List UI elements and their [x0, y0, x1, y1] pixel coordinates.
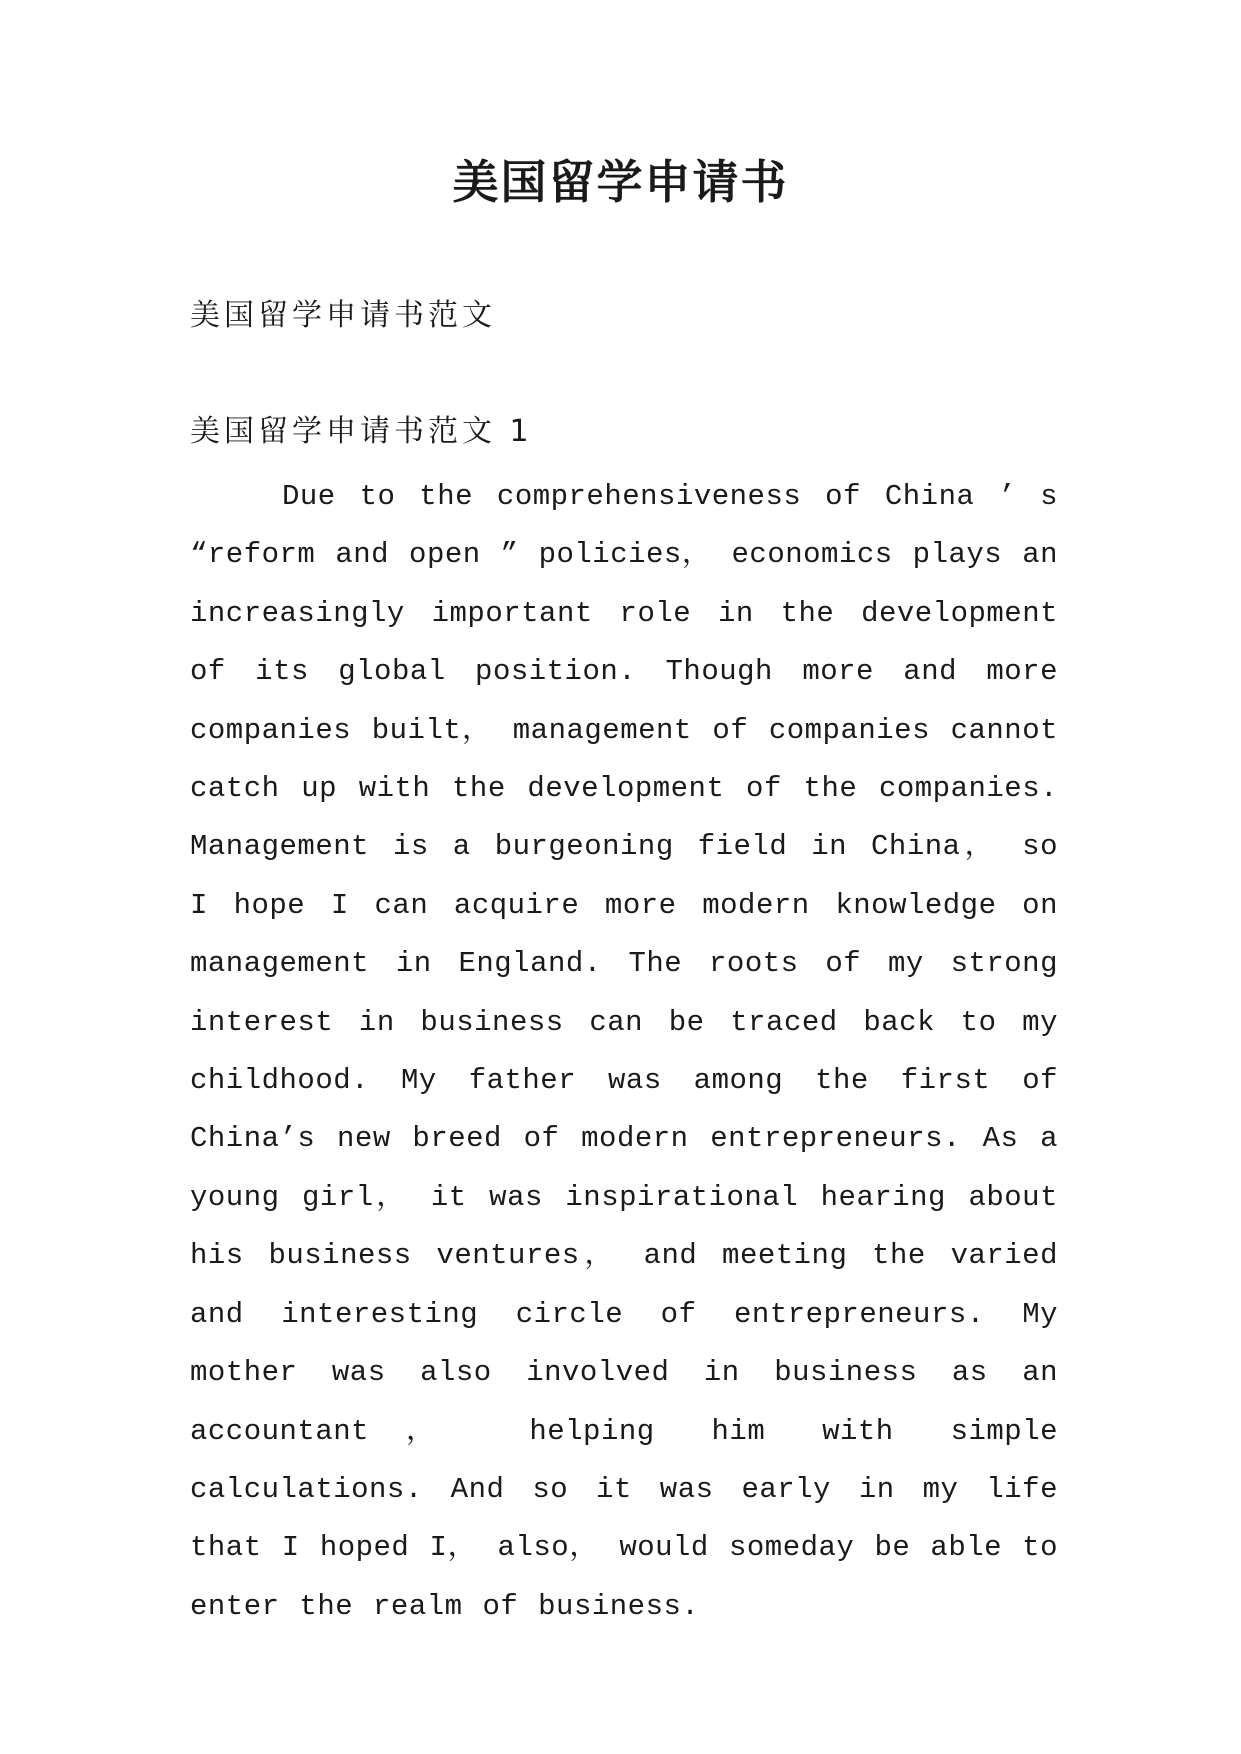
document-subtitle: 美国留学申请书范文: [190, 298, 496, 333]
body-paragraph: Due to the comprehensiveness of China ’ s “reform and open ” policies， economics plays an increasingly important role in the development of its global position. Though more and more companies built， management of companies cannot catch up with the development of the companies. Management is a burgeoning field in China， so I hope I can acquire more modern knowledge on management in England. The roots of my strong interest in business can be traced back to my childhood. My father was among the first of China’s new breed of modern entrepreneurs. As a young girl， it was inspirational hearing about his business ventures， and meeting the varied and interesting circle of entrepreneurs. My mother was also involved in business as an accountant， helping him with simple calculations. And so it was early in my life that I hoped I， also， would someday be able to enter the realm of business.: [190, 480, 1058, 1623]
section-heading: 美国留学申请书范文 1: [190, 414, 533, 449]
document-title: 美国留学申请书: [452, 155, 789, 209]
